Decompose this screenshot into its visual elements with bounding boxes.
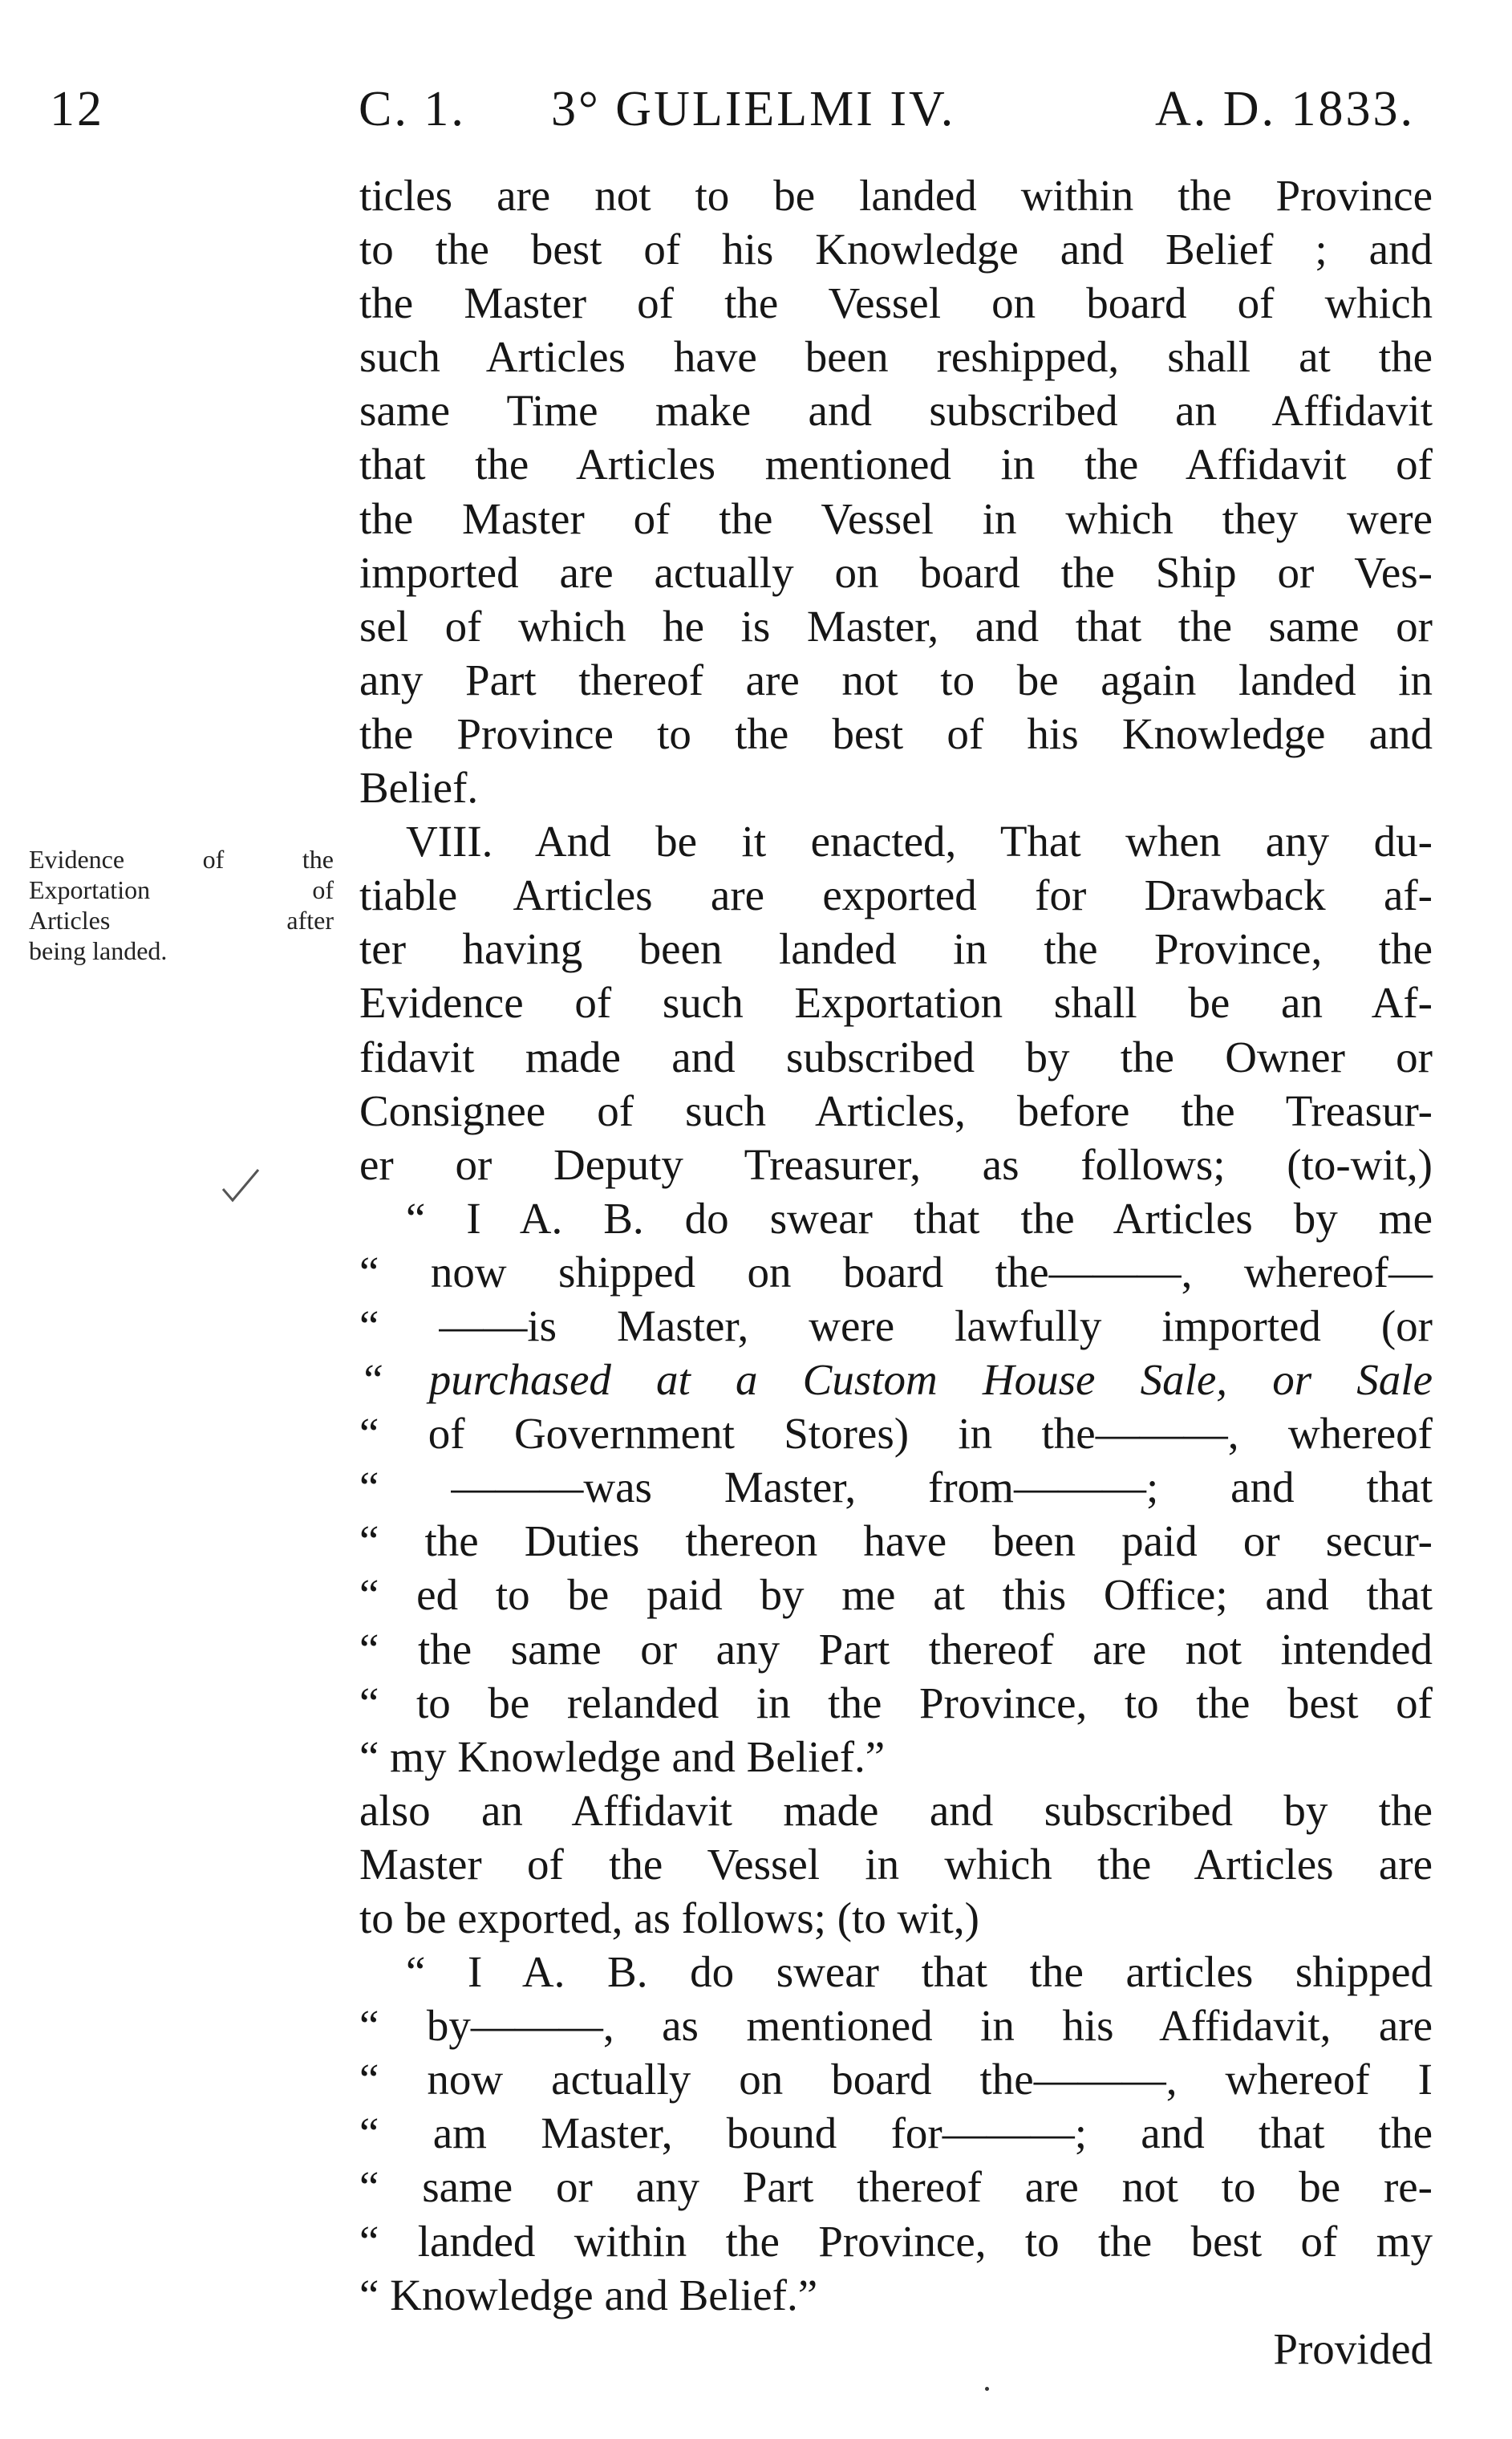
text-line: such Articles have been reshipped, shall at the [359,332,1433,382]
margin-note-line: Exportation of [29,875,334,904]
margin-note-line: Articles after [29,906,334,935]
running-header [50,77,1445,141]
section-heading-line: VIII. And be it enacted, That when any du- [406,817,1433,866]
text-line: the Master of the Vessel on board of which [359,278,1433,328]
text-line: ter having been landed in the Province, the [359,924,1433,974]
oath-line: “ the same or any Part thereof are not intended [359,1624,1433,1674]
oath-line: “ my Knowledge and Belief.” [359,1731,886,1781]
oath-line: “ ——is Master, were lawfully imported (or [359,1301,1433,1350]
text-line: tiable Articles are exported for Drawback af- [359,870,1433,920]
text-line: Consignee of such Articles, before the Treasur- [359,1086,1433,1135]
catchword: Provided [1273,2323,1433,2373]
marginal-note [29,844,334,966]
oath-line: “ to be relanded in the Province, to the best of [359,1678,1433,1727]
margin-note-line: Evidence of the [29,845,334,874]
oath-line: “ ———was Master, from———; and that [359,1463,1433,1512]
oath-line: “ landed within the Province, to the best of my [359,2216,1433,2266]
text-line: Master of the Vessel in which the Articles are [359,1839,1433,1889]
text-line: Evidence of such Exportation shall be an Af- [359,978,1433,1028]
body-text [359,168,1433,2376]
oath-line: “ same or any Part thereof are not to be re- [359,2162,1433,2212]
text-line: to be exported, as follows; (to wit,) [359,1893,979,1942]
text-line: er or Deputy Treasurer, as follows; (to-wit,) [359,1139,1433,1189]
text-line: sel of which he is Master, and that the same or [359,601,1433,651]
oath-line: “ ed to be paid by me at this Office; and that [359,1570,1433,1620]
text-line: ticles are not to be landed within the Province [359,171,1433,220]
year-date: A. D. 1833. [1155,82,1416,136]
text-line: the Master of the Vessel in which they were [359,493,1433,543]
page-number: 12 [50,82,104,136]
text-line: the Province to the best of his Knowledge and [359,708,1433,758]
oath-line: “ the Duties thereon have been paid or secur- [359,1516,1433,1566]
oath-line: “ of Government Stores) in the———, whereof [359,1409,1433,1459]
ink-dot [985,2387,989,2391]
text-line: to the best of his Knowledge and Belief ; and [359,225,1433,274]
text-line: that the Articles mentioned in the Affidavit of [359,440,1433,489]
oath-line: “ I A. B. do swear that the articles shipped [406,1947,1433,1997]
check-mark-icon [218,1165,266,1213]
oath-line: “ am Master, bound for———; and that the [359,2108,1433,2158]
oath-line: “ now shipped on board the———, whereof— [359,1247,1433,1297]
text-line: fidavit made and subscribed by the Owner or [359,1032,1433,1082]
oath-line: “ purchased at a Custom House Sale, or Sale [359,1355,1433,1405]
chapter-number: C. 1. [359,82,466,136]
text-line: same Time make and subscribed an Affidavit [359,386,1433,436]
text-line: any Part thereof are not to be again landed in [359,655,1433,704]
oath-line: “ now actually on board the———, whereof I [359,2055,1433,2104]
oath-line: “ by———, as mentioned in his Affidavit, are [359,2001,1433,2051]
margin-note-line: being landed. [29,936,168,965]
text-line: imported are actually on board the Ship or Ves- [359,547,1433,597]
oath-line: “ I A. B. do swear that the Articles by me [406,1193,1433,1243]
oath-line: “ Knowledge and Belief.” [359,2270,818,2319]
text-line: also an Affidavit made and subscribed by the [359,1785,1433,1835]
text-line: Belief. [359,763,479,813]
regnal-title: 3° GULIELMI IV. [551,82,956,136]
